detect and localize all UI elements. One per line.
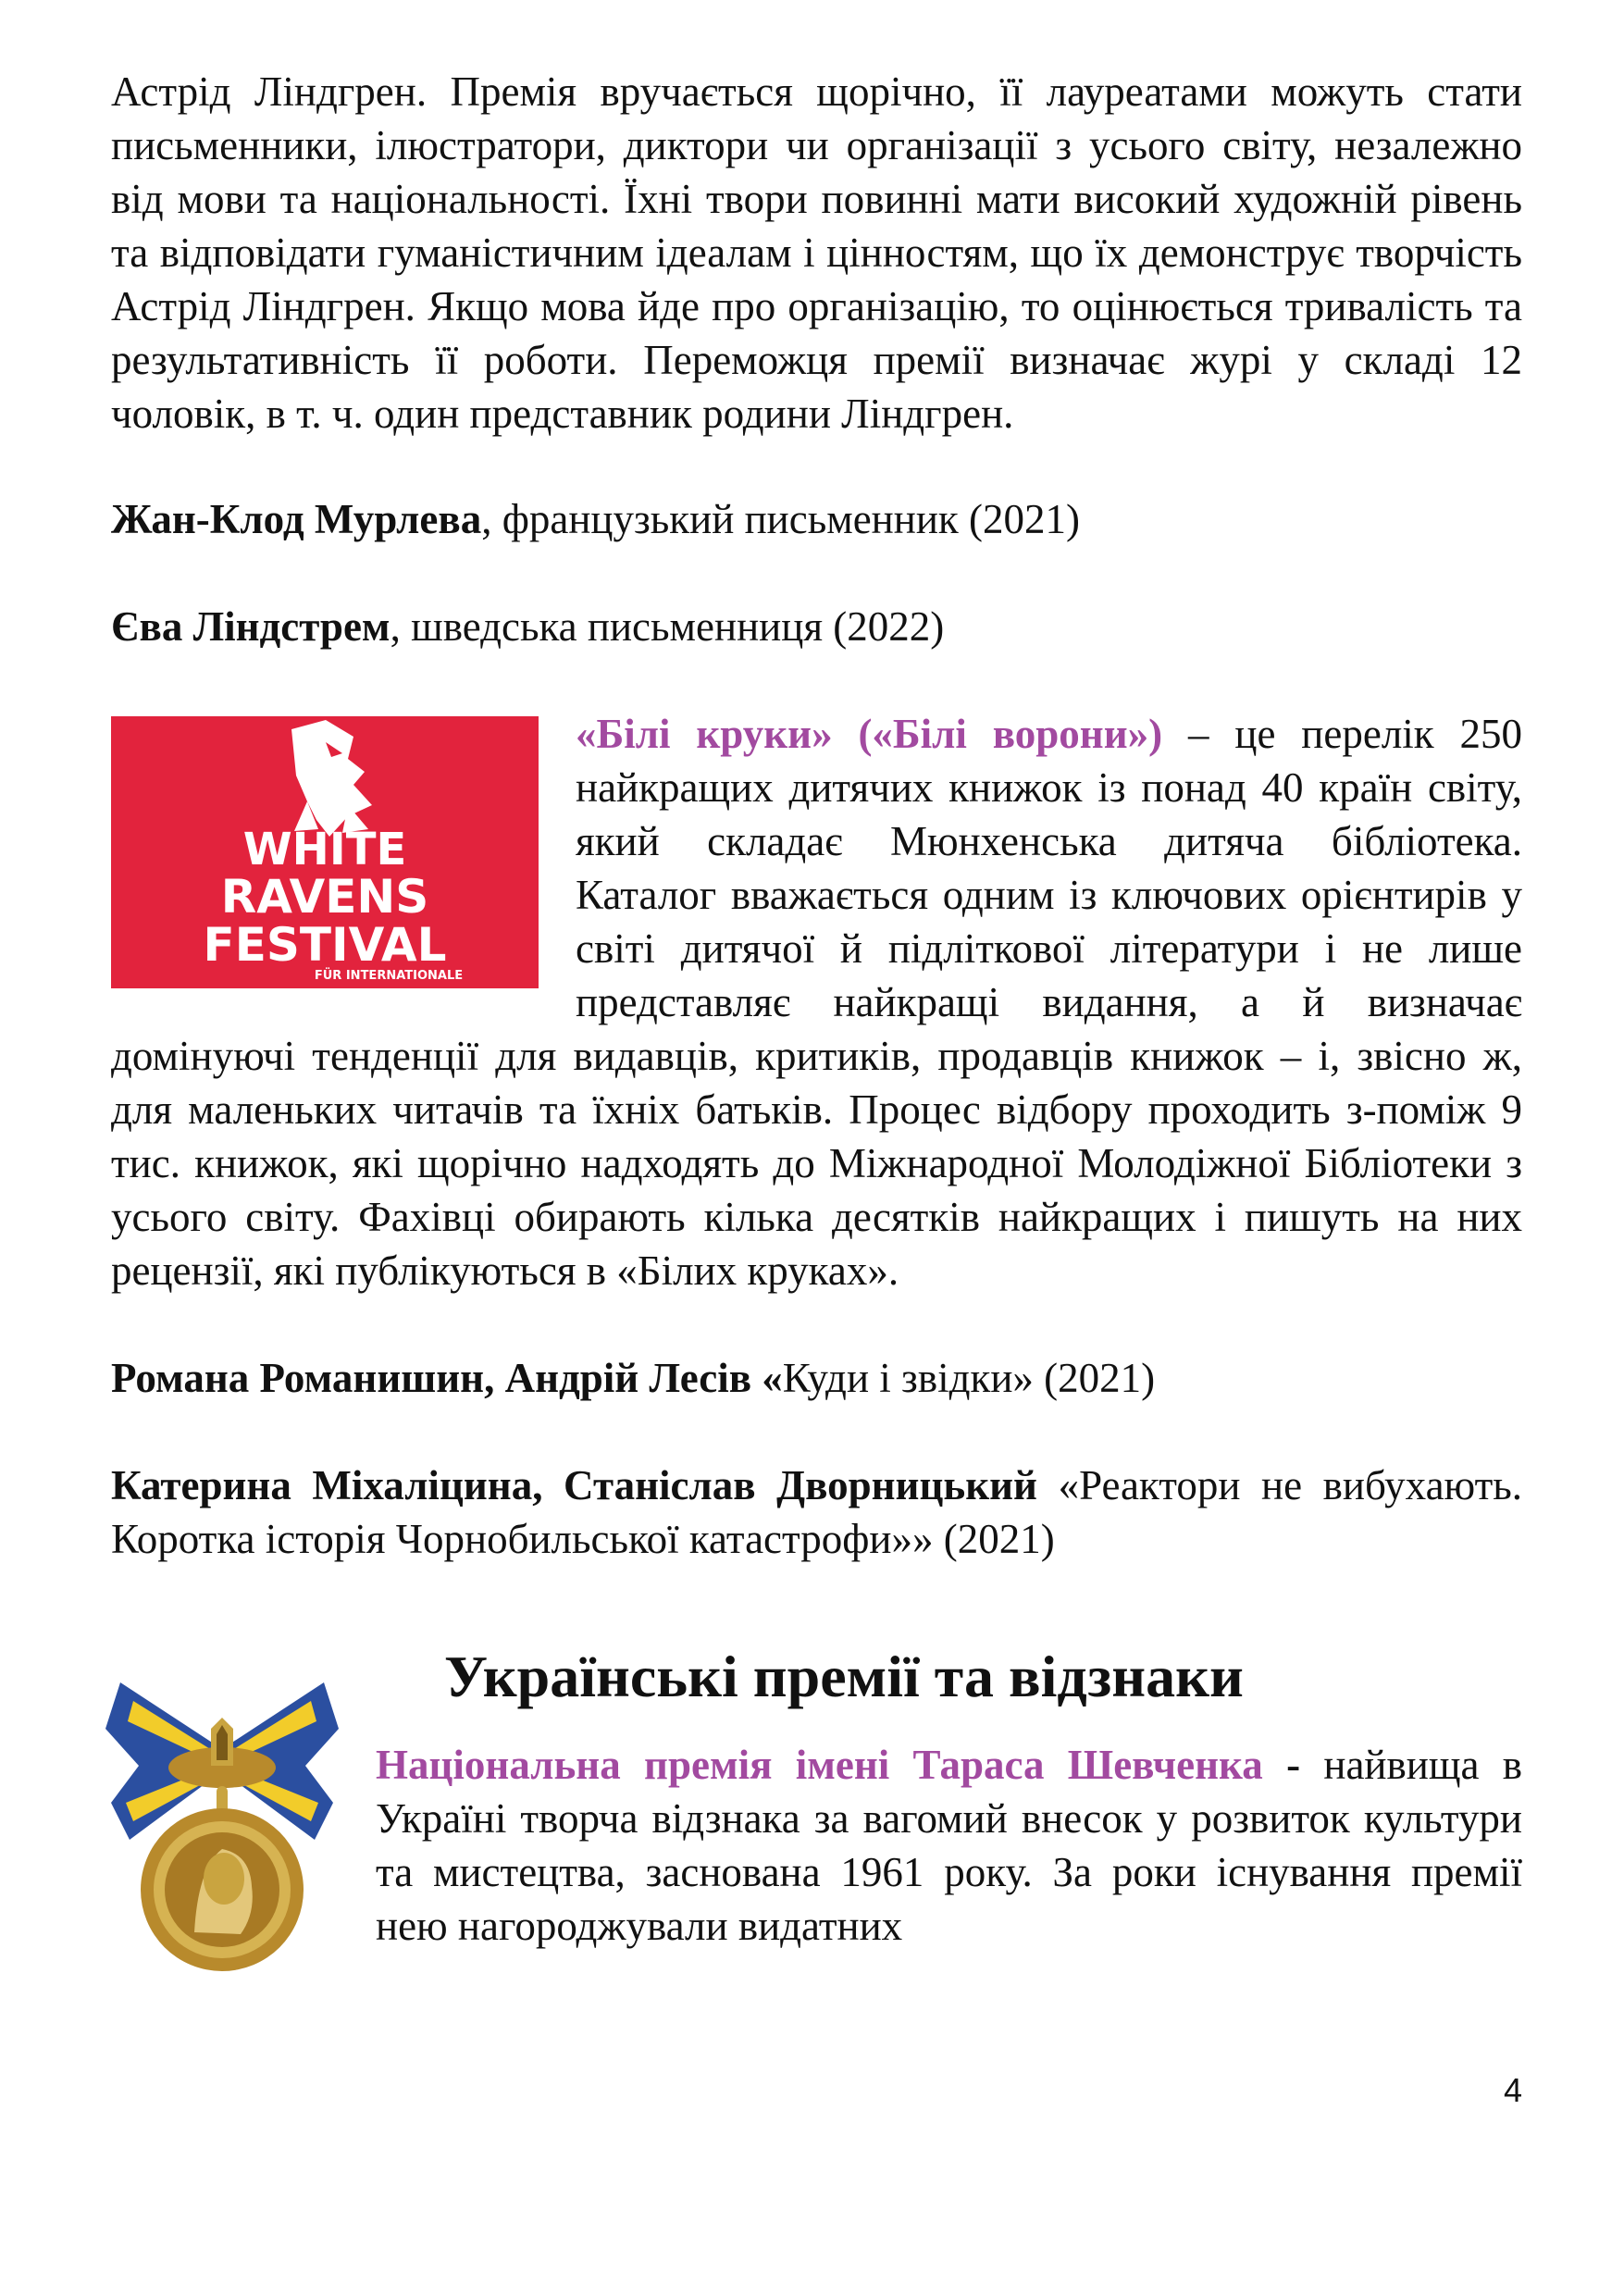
shevchenko-title: Національна премія імені Тараса Шевченка — [376, 1742, 1263, 1788]
ukrainian-awards-section — [111, 1640, 1522, 1953]
page-content — [111, 65, 1522, 1997]
ravens-entry-2 — [111, 1458, 1522, 1566]
shevchenko-text: найвища в Україні творча відзнака за вагомий внесок у розвиток культури та мистецтва, заснована 1961 року. За роки існування премії нею нагороджували видатних — [376, 1742, 1522, 1949]
intro-paragraph: Астрід Ліндгрен. Премія вручається щорічно, її лауреатами можуть стати письменники, ілюстратори, диктори чи організації з усього світу, незалежно від мови та національності. Їхні твори повинні мати високий художній рівень та відповідати гуманістичним ідеалам і цінностям, що їх демонструє творчість Астрід Ліндгрен. Якщо мова йде про організацію, то оцінюється тривалість та результативність її роботи. Переможця премії визначає журі у складі 12 чоловік, в т. ч. один представник родини Ліндгрен. — [111, 68, 1522, 437]
white-ravens-section — [111, 707, 1522, 1297]
white-raven-icon — [111, 716, 539, 988]
logo-line-3: FESTIVAL — [203, 918, 447, 972]
laureate-lindstrem — [111, 600, 1522, 653]
laureate-murleva — [111, 492, 1522, 546]
shevchenko-medal-icon — [102, 1664, 342, 1997]
laureate-name: Жан-Клод Мурлева — [111, 496, 482, 542]
logo-line-2: RAVENS — [220, 870, 429, 924]
entry-title: «Реактори не вибухають. Коротка історія Чорнобильської катастрофи»» (2021) — [111, 1462, 1523, 1562]
laureate-name: Єва Ліндстрем — [111, 603, 391, 650]
laureate-desc: , шведська письменниця (2022) — [390, 603, 945, 650]
shevchenko-dash: - — [1262, 1742, 1301, 1788]
entry-authors: Романа Романишин, Андрій Лесів « — [111, 1355, 783, 1401]
page-number: 4 — [1503, 2071, 1522, 2109]
section-heading: Українські премії та відзнаки — [444, 1644, 1244, 1709]
laureate-desc: , французький письменник (2021) — [481, 496, 1081, 542]
ravens-entry-1 — [111, 1351, 1522, 1405]
white-ravens-text: – це перелік 250 найкращих дитячих книжок із понад 40 країн світу, який складає Мюнхенська дитяча бібліотека. Каталог вважається одним із ключових орієнтирів у світі дитячої й підліткової літератури і не лише представляє найкращі видання, а й визначає домінуючі тенденції для видавців, критиків, продавців книжок – і, звісно ж, для маленьких читачів та їхніх батьків. Процес відбору проходить з-поміж 9 тис. книжок, які щорічно надходять до Міжнародної Молодіжної Бібліотеки з усього світу. Фахівці обирають кілька десятків найкращих і пишуть на них рецензії, які публікуються в «Білих круках». — [111, 711, 1522, 1294]
white-ravens-title: «Білі круки» («Білі ворони») — [576, 711, 1163, 757]
white-ravens-festival-logo — [111, 716, 539, 988]
logo-line-1: WHITE — [242, 824, 407, 875]
entry-title: Куди і звідки» (2021) — [782, 1355, 1156, 1401]
entry-authors: Катерина Міхаліцина, Станіслав Дворницький — [111, 1462, 1037, 1508]
logo-line-4: FÜR INTERNATIONALE — [314, 969, 464, 983]
